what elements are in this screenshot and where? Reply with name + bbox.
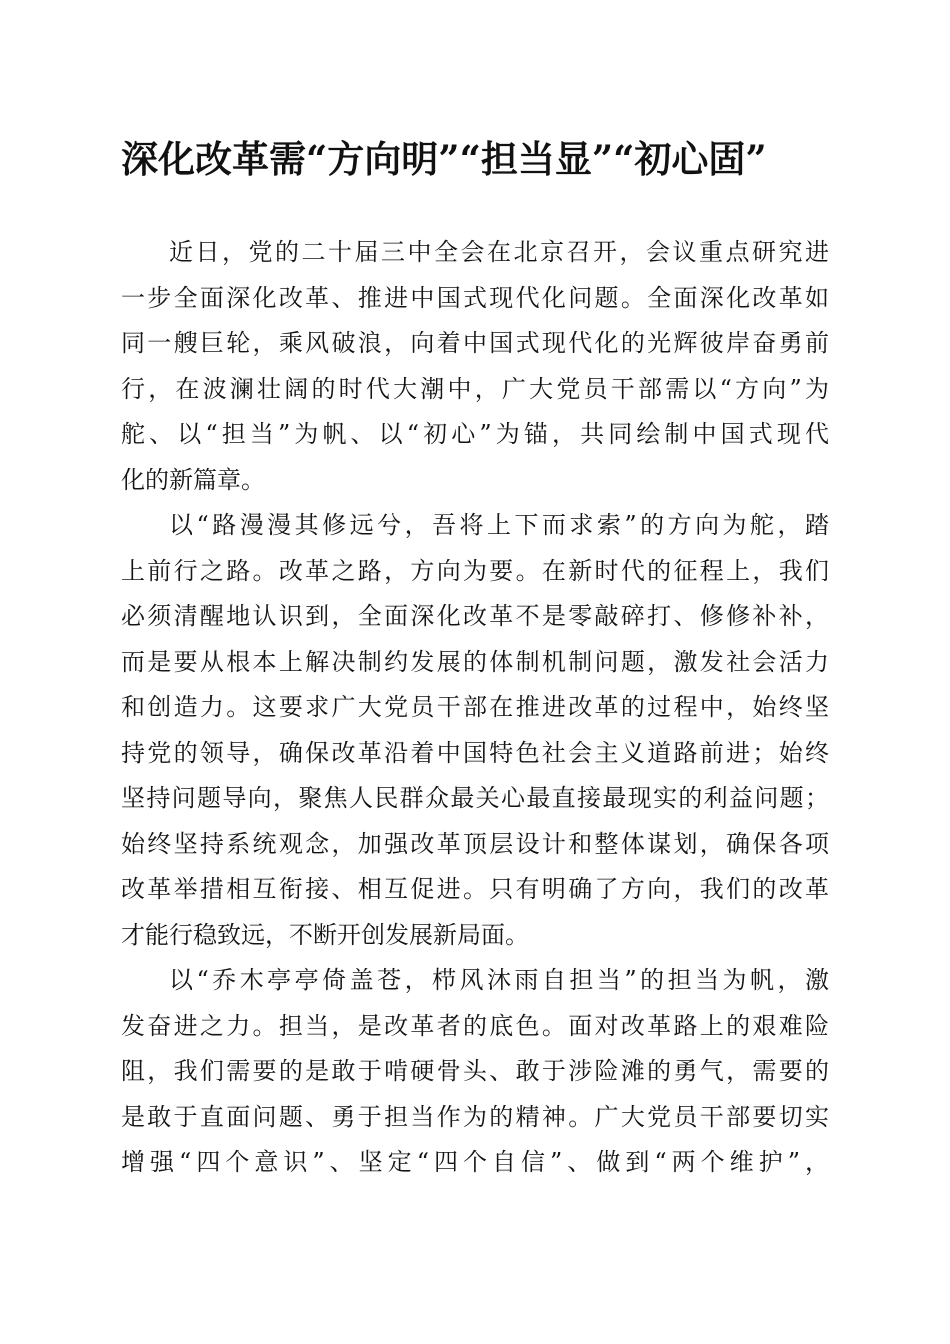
text-line: 是敢于直面问题、勇于担当作为的精神。广大党员干部要切实: [121, 1102, 829, 1131]
text-line: 化的新篇章。: [121, 465, 265, 494]
text-line: 同一艘巨轮，乘风破浪，向着中国式现代化的光辉彼岸奋勇前: [121, 329, 829, 357]
document-body: [121, 230, 829, 1186]
text-line: 行，在波澜壮阔的时代大潮中，广大党员干部需以“方向”为: [121, 374, 829, 403]
text-line: 增强“四个意识”、坚定“四个自信”、做到“两个维护”，: [121, 1148, 829, 1176]
text-line: 而是要从根本上解决制约发展的体制机制问题，激发社会活力: [121, 647, 829, 676]
text-line: 以“路漫漫其修远兮，吾将上下而求索”的方向为舵，踏: [169, 511, 829, 539]
text-line: 发奋进之力。担当，是改革者的底色。面对改革路上的艰难险: [121, 1011, 829, 1040]
text-line: 阻，我们需要的是敢于啃硬骨头、敢于涉险滩的勇气，需要的: [121, 1057, 829, 1085]
document-title: 深化改革需“方向明”“担当显”“初心固”: [121, 137, 767, 181]
text-line: 始终坚持系统观念，加强改革顶层设计和整体谋划，确保各项: [121, 829, 829, 858]
text-line: 改革举措相互衔接、相互促进。只有明确了方向，我们的改革: [121, 875, 829, 903]
text-line: 以“乔木亭亭倚盖苍，栉风沐雨自担当”的担当为帆，激: [169, 966, 829, 994]
text-line: 一步全面深化改革、推进中国式现代化问题。全面深化改革如: [121, 283, 829, 312]
text-line: 持党的领导，确保改革沿着中国特色社会主义道路前进；始终: [121, 738, 829, 767]
text-line: 近日，党的二十届三中全会在北京召开，会议重点研究进: [169, 238, 829, 266]
text-line: 才能行稳致远，不断开创发展新局面。: [121, 920, 529, 949]
text-line: 坚持问题导向，聚焦人民群众最关心最直接最现实的利益问题；: [121, 784, 829, 812]
text-line: 舵、以“担当”为帆、以“初心”为锚，共同绘制中国式现代: [121, 420, 829, 448]
text-line: 和创造力。这要求广大党员干部在推进改革的过程中，始终坚: [121, 693, 829, 721]
text-line: 必须清醒地认识到，全面深化改革不是零敲碎打、修修补补，: [121, 602, 829, 630]
text-line: 上前行之路。改革之路，方向为要。在新时代的征程上，我们: [121, 556, 829, 585]
